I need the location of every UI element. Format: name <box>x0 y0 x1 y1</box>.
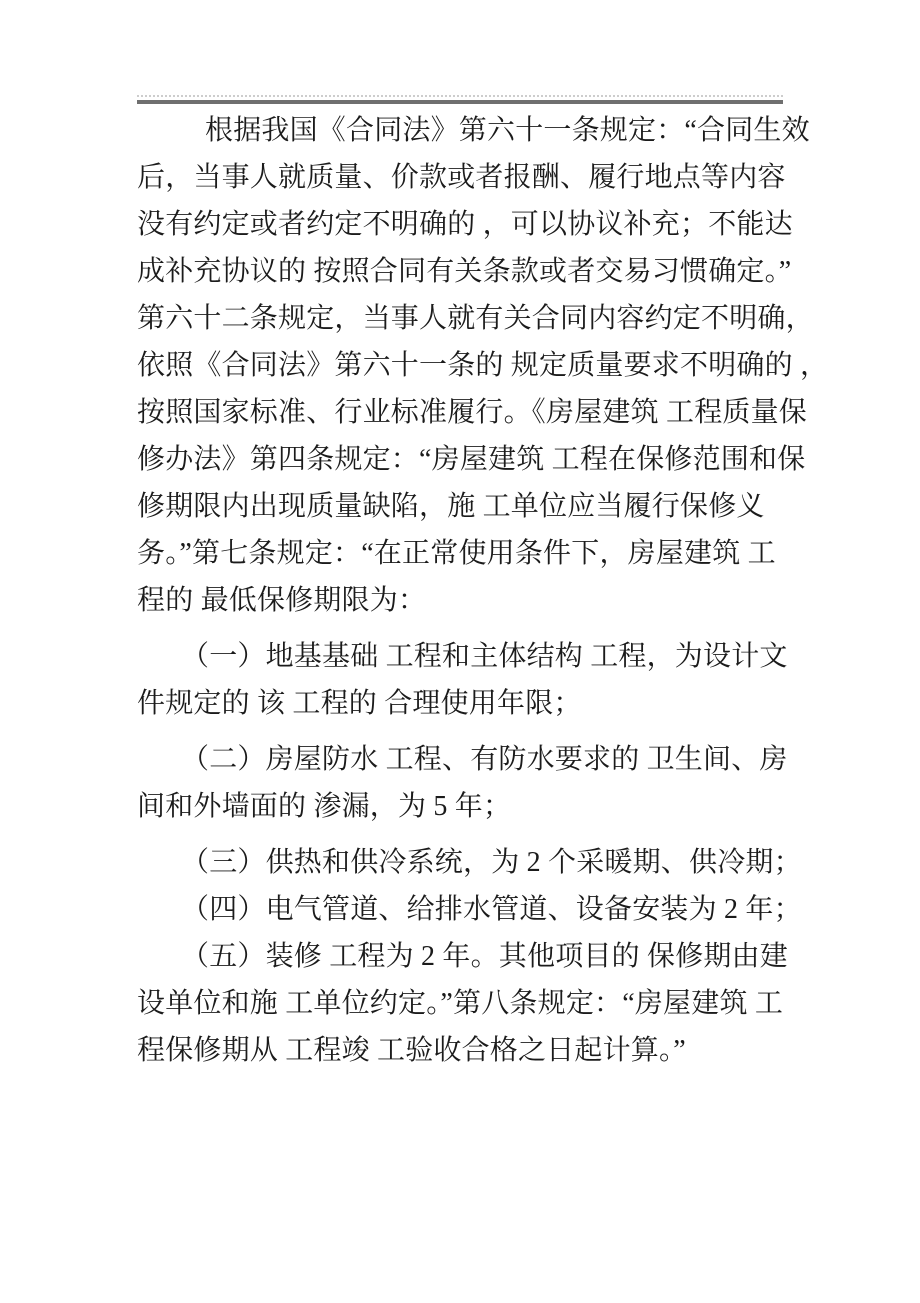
text-line: （四）电气管道、给排水管道、设备安装为 2 年； <box>181 894 802 925</box>
text-line: 设单位和施 工单位约定。”第八条规定：“房屋建筑 工 <box>137 988 784 1019</box>
text-line: （二）房屋防水 工程、有防水要求的 卫生间、房 <box>181 744 788 775</box>
list-item-paragraph <box>137 736 788 830</box>
text-line: 第六十二条规定，当事人就有关合同内容约定不明确， <box>137 303 814 334</box>
header-rule-solid-line <box>137 100 783 104</box>
text-line: 程保修期从 工程竣 工验收合格之日起计算。” <box>137 1035 686 1066</box>
text-line: 务。”第七条规定：“在正常使用条件下，房屋建筑 工 <box>137 538 776 569</box>
page-content <box>137 0 829 1074</box>
text-line: 间和外墙面的 渗漏，为 5 年； <box>137 791 512 822</box>
text-line: 按照国家标准、行业标准履行。《房屋建筑 工程质量保 <box>137 397 808 428</box>
text-line: 成补充协议的 按照合同有关条款或者交易习惯确定。” <box>137 256 792 287</box>
text-line: 修办法》第四条规定：“房屋建筑 工程在保修范围和保 <box>137 444 806 475</box>
list-item-paragraph <box>137 933 789 1074</box>
text-line: 依照《合同法》第六十一条的 规定质量要求不明确的 ， <box>137 350 829 381</box>
list-item-paragraph <box>137 886 802 933</box>
text-line: 没有约定或者约定不明确的 ，可以协议补充；不能达 <box>137 209 793 240</box>
body-paragraph <box>137 107 829 624</box>
text-line: 件规定的 该 工程的 合理使用年限； <box>137 688 582 719</box>
list-item-paragraph <box>137 839 802 886</box>
text-line: 修期限内出现质量缺陷，施 工单位应当履行保修义 <box>137 491 765 522</box>
document-body <box>137 107 829 1074</box>
list-item-paragraph <box>137 633 788 727</box>
header-rule-dotted-line <box>137 95 783 97</box>
text-line: （三）供热和供冷系统，为 2 个采暖期、供冷期； <box>181 847 802 878</box>
text-line: （五）装修 工程为 2 年。其他项目的 保修期由建 <box>181 941 789 972</box>
header-separator <box>137 0 783 104</box>
text-line: 根据我国《合同法》第六十一条规定：“合同生效 <box>205 115 810 146</box>
text-line: 程的 最低保修期限为： <box>137 585 427 616</box>
text-line: 后，当事人就质量、价款或者报酬、履行地点等内容 <box>137 162 786 193</box>
text-line: （一）地基基础 工程和主体结构 工程，为设计文 <box>181 641 788 672</box>
